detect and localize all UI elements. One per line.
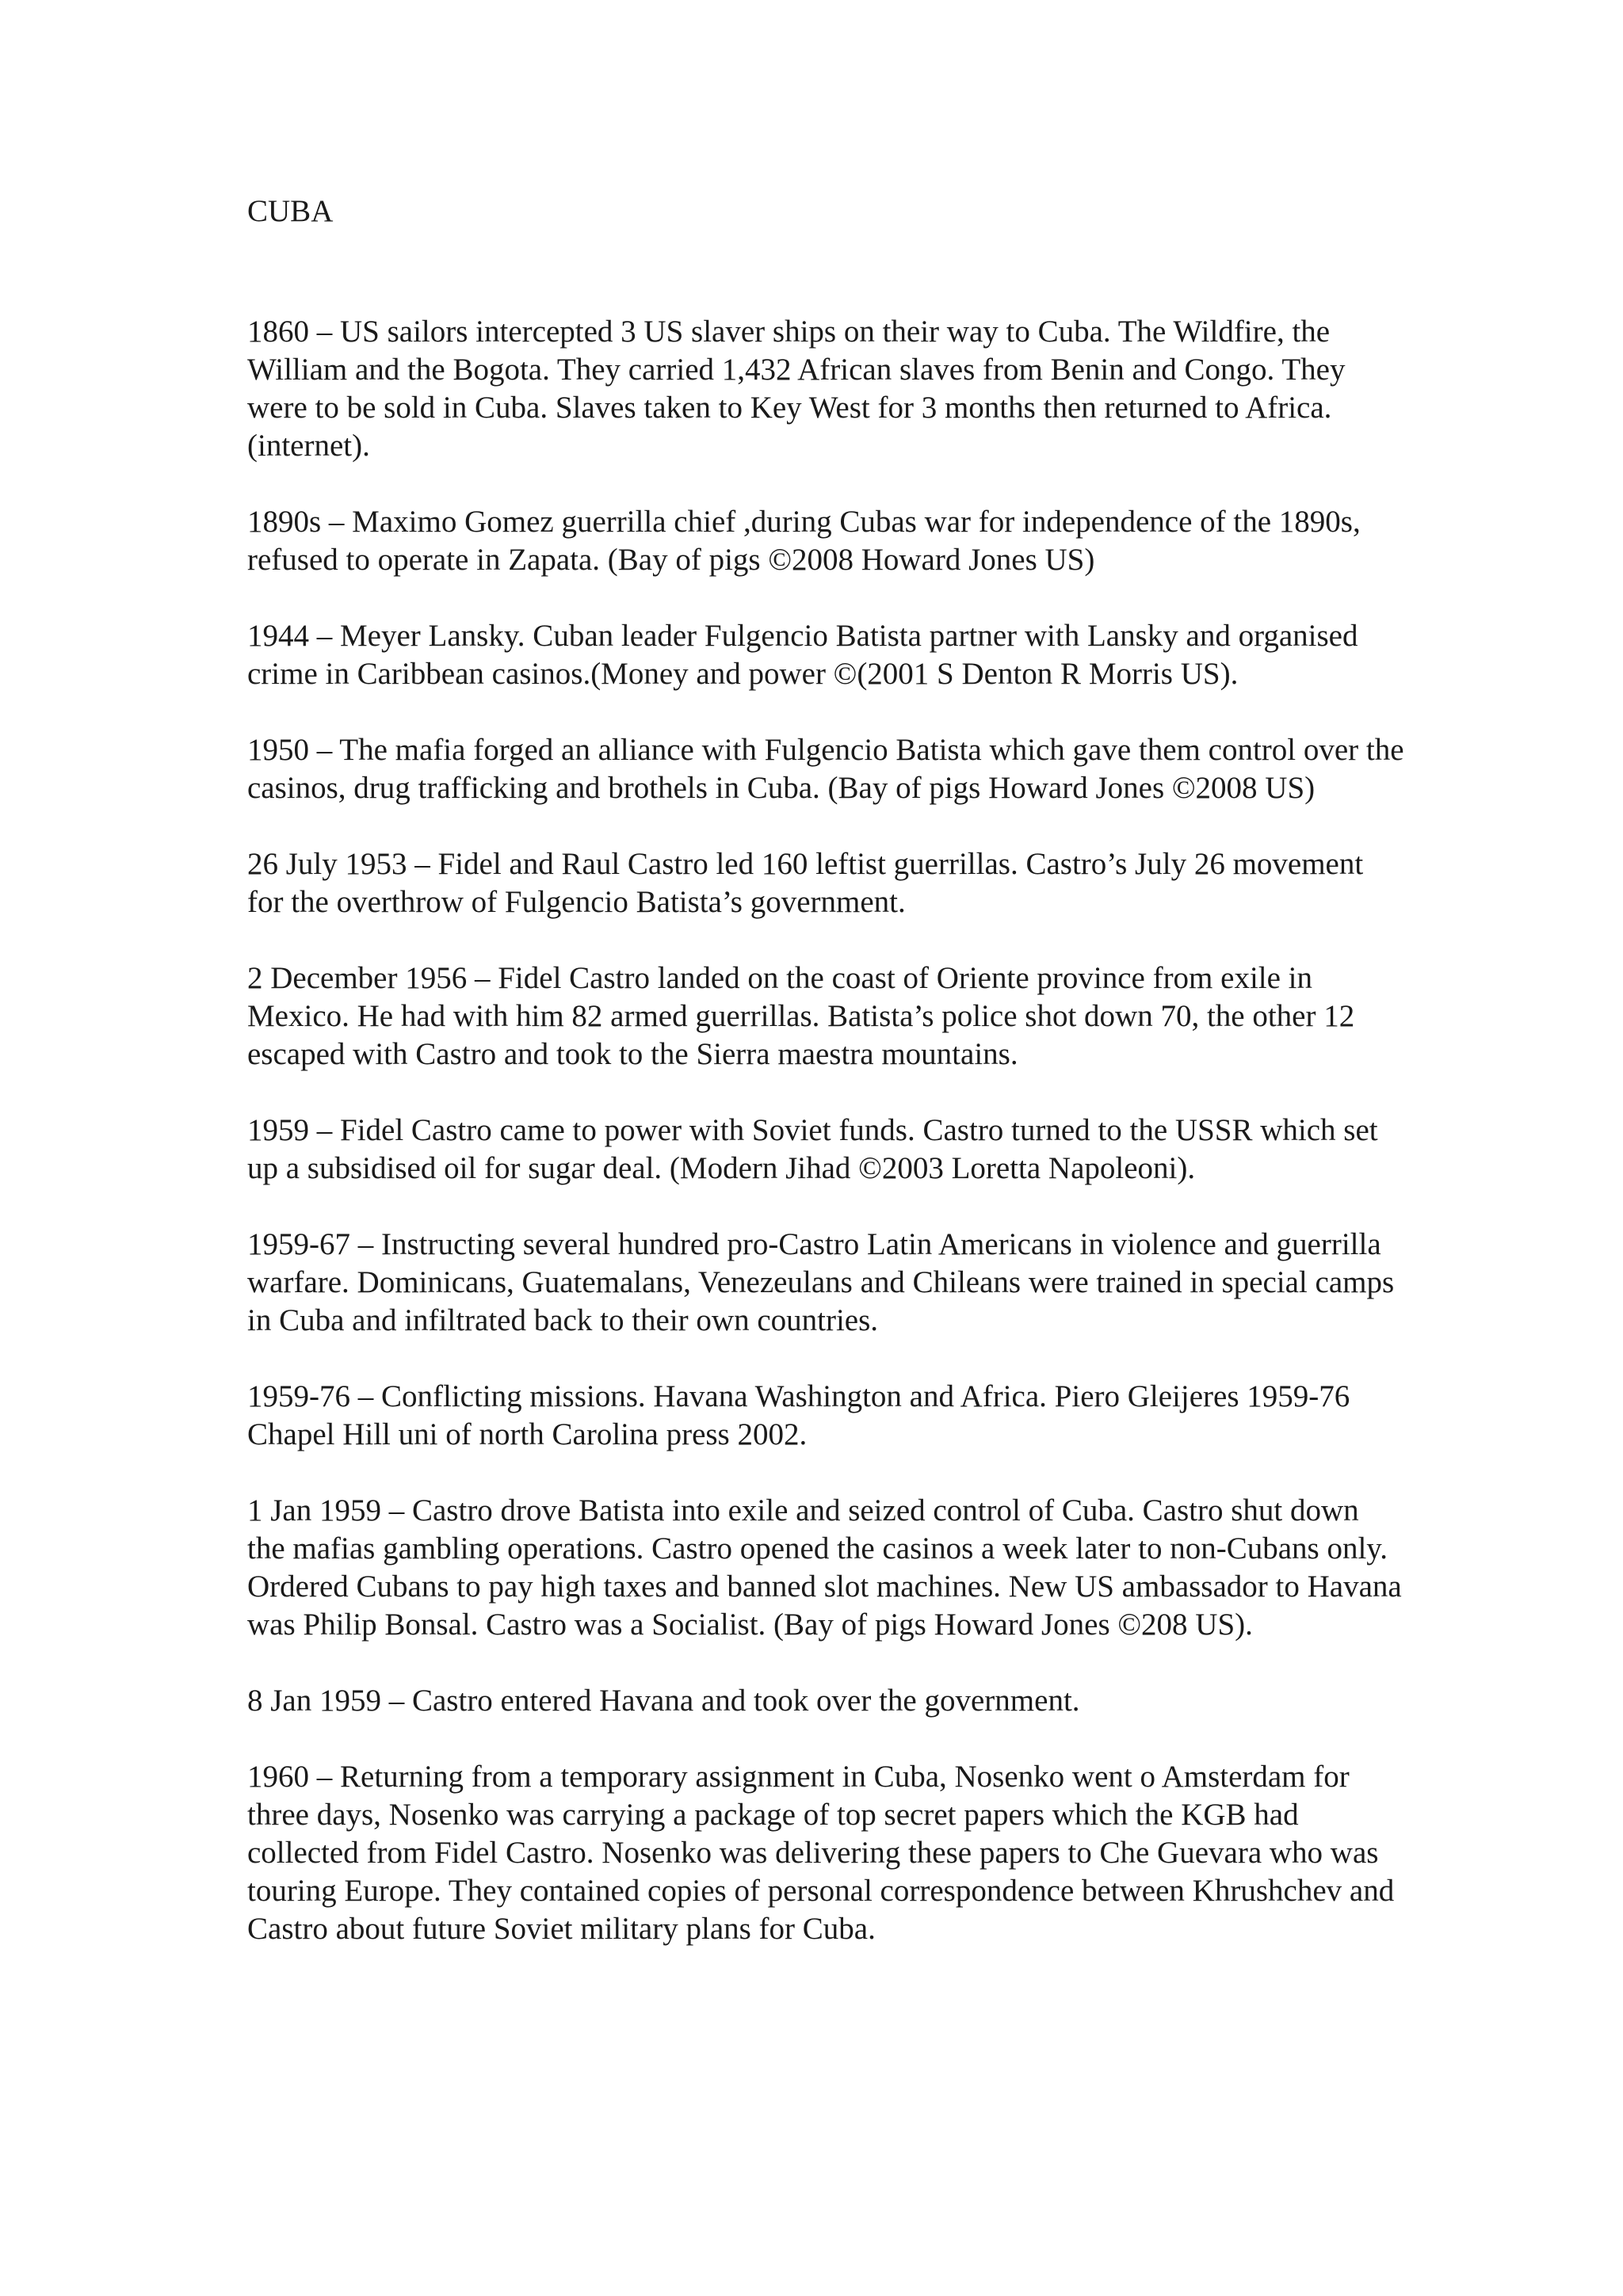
timeline-entry-1944: 1944 – Meyer Lansky. Cuban leader Fulgencio Batista partner with Lansky and organised crime in Caribbean casinos.(Money and power ©(2001 S Denton R Morris US). xyxy=(247,619,1358,691)
timeline-entry-1959-76: 1959-76 – Conflicting missions. Havana Washington and Africa. Piero Gleijeres 1959-76 Chapel Hill uni of north Carolina press 2002. xyxy=(247,1379,1350,1451)
timeline-entry-1860: 1860 – US sailors intercepted 3 US slaver ships on their way to Cuba. The Wildfire, the William and the Bogota. They carried 1,432 African slaves from Benin and Congo. They were to be sold in Cuba. Slaves taken to Key West for 3 months then returned to Africa. (internet). xyxy=(247,315,1346,463)
timeline-entry-1950: 1950 – The mafia forged an alliance with Fulgencio Batista which gave them control over the casinos, drug trafficking and brothels in Cuba. (Bay of pigs Howard Jones ©2008 US) xyxy=(247,733,1404,805)
timeline-entry-1953: 26 July 1953 – Fidel and Raul Castro led 160 leftist guerrillas. Castro’s July 26 movement for the overthrow of Fulgencio Batista’s government. xyxy=(247,847,1364,919)
timeline-entry-1960: 1960 – Returning from a temporary assignment in Cuba, Nosenko went o Amsterdam for three days, Nosenko was carrying a package of top secret papers which the KGB had collected from Fidel Castro. Nosenko was delivering these papers to Che Guevara who was touring Europe. They contained copies of personal correspondence between Khrushchev and Castro about future Soviet military plans for Cuba. xyxy=(247,1760,1395,1946)
timeline-entry-1956: 2 December 1956 – Fidel Castro landed on the coast of Oriente province from exile in Mexico. He had with him 82 armed guerrillas. Batista’s police shot down 70, the other 12 escaped with Castro and took to the Sierra maestra mountains. xyxy=(247,961,1355,1071)
document-body xyxy=(247,193,1404,1986)
timeline-entry-1959: 1959 – Fidel Castro came to power with Soviet funds. Castro turned to the USSR which set up a subsidised oil for sugar deal. (Modern Jihad ©2003 Loretta Napoleoni). xyxy=(247,1113,1378,1185)
timeline-entry-1-jan-1959: 1 Jan 1959 – Castro drove Batista into exile and seized control of Cuba. Castro shut down the mafias gambling operations. Castro opened the casinos a week later to non-Cubans only. Ordered Cubans to pay high taxes and banned slot machines. New US ambassador to Havana was Philip Bonsal. Castro was a Socialist. (Bay of pigs Howard Jones ©208 US). xyxy=(247,1493,1402,1642)
timeline-entry-8-jan-1959: 8 Jan 1959 – Castro entered Havana and took over the government. xyxy=(247,1684,1080,1718)
timeline-entry-1890s: 1890s – Maximo Gomez guerrilla chief ,during Cubas war for independence of the 1890s, refused to operate in Zapata. (Bay of pigs ©2008 Howard Jones US) xyxy=(247,505,1361,577)
document-title: CUBA xyxy=(247,194,334,228)
timeline-entry-1959-67: 1959-67 – Instructing several hundred pro-Castro Latin Americans in violence and guerrilla warfare. Dominicans, Guatemalans, Venezeulans and Chileans were trained in special camps in Cuba and infiltrated back to their own countries. xyxy=(247,1227,1395,1337)
